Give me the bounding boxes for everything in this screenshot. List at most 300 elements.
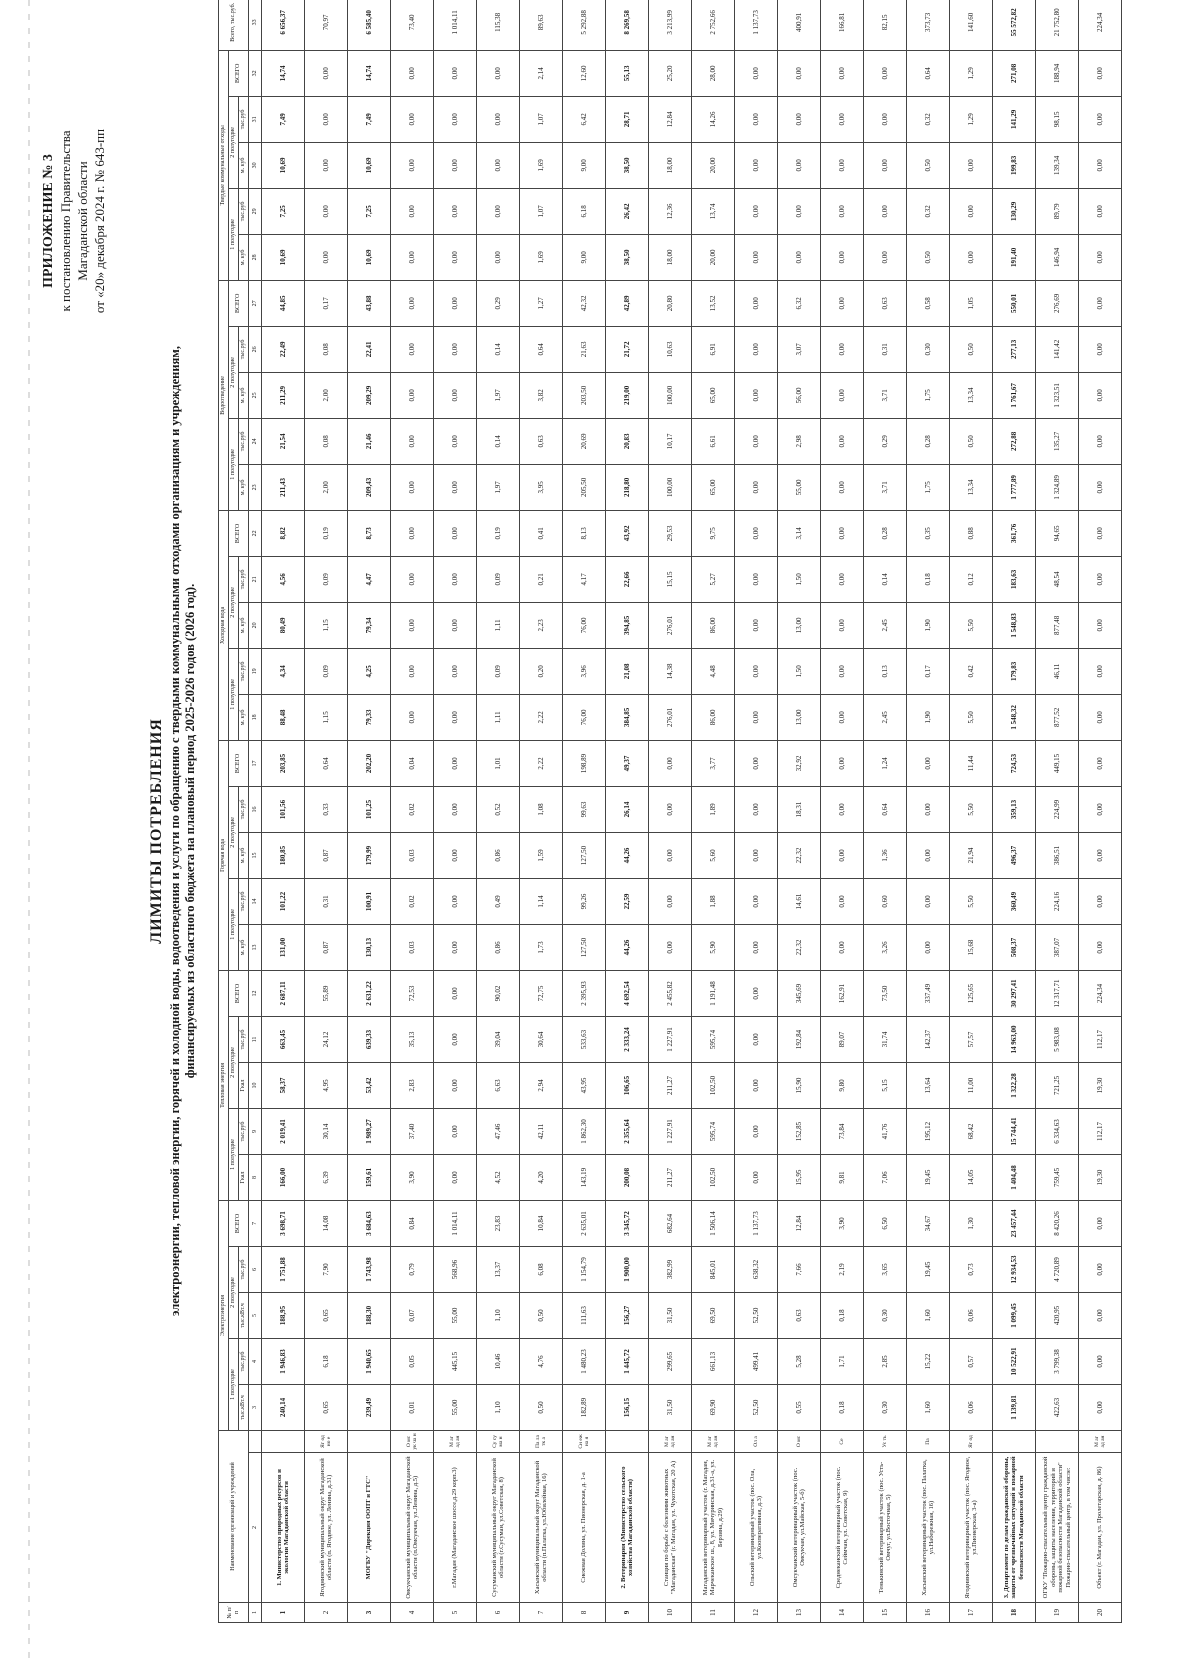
value-cell: 345,69 (778, 970, 821, 1016)
value-cell: 0,20 (520, 648, 563, 694)
value-cell: 100,00 (649, 464, 692, 510)
value-cell: 0,50 (907, 142, 950, 188)
value-cell: 143,19 (563, 1154, 606, 1200)
value-cell: 0,00 (735, 142, 778, 188)
value-cell: 0,65 (305, 1384, 348, 1430)
value-cell: 359,13 (993, 786, 1036, 832)
group-header: Горячая вода (219, 740, 229, 970)
value-cell: 5,15 (864, 1062, 907, 1108)
value-cell: 5,50 (950, 786, 993, 832)
value-cell: 0,00 (907, 878, 950, 924)
value-cell: 0,63 (864, 280, 907, 326)
value-cell: 0,00 (1079, 1200, 1122, 1246)
value-cell: 0,00 (907, 924, 950, 970)
value-cell: 20,00 (692, 234, 735, 280)
value-cell: 639,33 (348, 1016, 391, 1062)
value-cell: 3 345,72 (606, 1200, 649, 1246)
value-cell: 10,69 (262, 234, 305, 280)
unit-header: тыс.руб (239, 1016, 249, 1062)
value-cell: 0,09 (477, 648, 520, 694)
value-cell: 0,00 (821, 648, 864, 694)
table-row (993, 0, 1036, 1623)
value-cell: 0,00 (735, 96, 778, 142)
value-cell: 12,60 (563, 50, 606, 96)
value-cell: 15,68 (950, 924, 993, 970)
value-cell: 21,63 (563, 326, 606, 372)
value-cell: 9,00 (563, 142, 606, 188)
organization-name: Ягоднинский ветеринарный участок (пос. Ягодное, ул.Пионерская, 3-а) (950, 1453, 993, 1603)
value-cell: 65,00 (692, 464, 735, 510)
value-cell: 1 154,79 (563, 1246, 606, 1292)
value-cell: 19,30 (1079, 1154, 1122, 1200)
value-cell: 6 334,63 (1036, 1108, 1079, 1154)
value-cell: 0,73 (950, 1246, 993, 1292)
value-cell: 13,00 (778, 602, 821, 648)
value-cell: 141,29 (993, 96, 1036, 142)
value-cell: 2 631,22 (348, 970, 391, 1016)
value-cell: 15,90 (778, 1062, 821, 1108)
value-cell: 0,30 (864, 1384, 907, 1430)
column-number: 12 (249, 970, 262, 1016)
value-cell: 0,00 (434, 1062, 477, 1108)
value-cell: 1,90 (907, 694, 950, 740)
value-cell: 7,06 (864, 1154, 907, 1200)
column-number: 31 (249, 96, 262, 142)
value-cell: 28,71 (606, 96, 649, 142)
value-cell: 0,05 (391, 1338, 434, 1384)
value-cell: 6,08 (520, 1246, 563, 1292)
value-cell: 115,38 (477, 0, 520, 50)
value-cell: 2,22 (520, 740, 563, 786)
value-cell: 14,74 (262, 50, 305, 96)
unit-header: м. куб (239, 142, 249, 188)
value-cell: 0,00 (907, 740, 950, 786)
value-cell: 12 317,71 (1036, 970, 1079, 1016)
value-cell: 496,37 (993, 832, 1036, 878)
value-cell: 386,51 (1036, 832, 1079, 878)
value-cell: 70,97 (305, 0, 348, 50)
value-cell: 30,14 (305, 1108, 348, 1154)
value-cell: 73,50 (864, 970, 907, 1016)
value-cell: 5,50 (950, 602, 993, 648)
value-cell: 1 404,48 (993, 1154, 1036, 1200)
value-cell: 26,14 (606, 786, 649, 832)
value-cell: 1,50 (778, 648, 821, 694)
organization-name: Хасынский муниципальный округ Магаданской области (п.Палатка, ул.Юбилейная, 16) (520, 1453, 563, 1603)
value-cell: 0,09 (477, 556, 520, 602)
column-number: 18 (249, 694, 262, 740)
column-number: 21 (249, 556, 262, 602)
value-cell: 24,12 (305, 1016, 348, 1062)
value-cell: 1,60 (907, 1384, 950, 1430)
value-cell: 31,74 (864, 1016, 907, 1062)
value-cell: 42,32 (563, 280, 606, 326)
value-cell: 373,73 (907, 0, 950, 50)
value-cell: 5,50 (950, 878, 993, 924)
organization-name: Объект (г. Магадан, ул. Пролетарская, д. 86) (1079, 1453, 1122, 1603)
organization-name: 3. Департамент по делам гражданской обороны, защиты от чрезвычайных ситуаций и пожарной безопасности Магаданской области (993, 1453, 1036, 1603)
value-cell: 12 934,53 (993, 1246, 1036, 1292)
value-cell: 0,00 (864, 96, 907, 142)
value-cell: 1 506,14 (692, 1200, 735, 1246)
location-abbrev (606, 1430, 649, 1452)
document-title: ЛИМИТЫ ПОТРЕБЛЕНИЯ (148, 718, 165, 944)
value-cell: 272,88 (993, 418, 1036, 464)
value-cell: 0,00 (305, 188, 348, 234)
period-header-total: ВСЕГО (229, 970, 249, 1016)
value-cell: 0,00 (821, 924, 864, 970)
value-cell: 44,26 (606, 924, 649, 970)
value-cell: 361,76 (993, 510, 1036, 556)
value-cell: 0,00 (735, 648, 778, 694)
value-cell: 299,65 (649, 1338, 692, 1384)
value-cell: 6,61 (692, 418, 735, 464)
value-cell: 14,38 (649, 648, 692, 694)
value-cell: 1 777,89 (993, 464, 1036, 510)
value-cell: 0,00 (305, 142, 348, 188)
value-cell: 0,00 (434, 786, 477, 832)
value-cell: 53,42 (348, 1062, 391, 1108)
value-cell: 18,31 (778, 786, 821, 832)
value-cell: 65,00 (692, 372, 735, 418)
value-cell: 3,14 (778, 510, 821, 556)
document-subtitle-1: электроэнергии, тепловой энергии, горячей и холодной воды, водоотведения и услуги по обращению с твердыми коммунальными отходами организациям и учреждениям, (168, 346, 182, 1316)
value-cell: 3,07 (778, 326, 821, 372)
row-number: 8 (563, 1603, 606, 1623)
column-number: 27 (249, 280, 262, 326)
value-cell: 1,07 (520, 96, 563, 142)
period-header-total: ВСЕГО (229, 1200, 249, 1246)
value-cell: 0,00 (391, 556, 434, 602)
value-cell: 22,66 (606, 556, 649, 602)
value-cell: 0,42 (950, 648, 993, 694)
organization-name: Омсукчанский ветеринарный участок (пос. Омсукчан, ул.Майская, 5-б) (778, 1453, 821, 1603)
value-cell: 0,00 (1079, 1384, 1122, 1430)
location-abbrev: Яг од (950, 1430, 993, 1452)
value-cell: 2 355,64 (606, 1108, 649, 1154)
value-cell: 183,63 (993, 556, 1036, 602)
column-number: 30 (249, 142, 262, 188)
value-cell: 89,07 (821, 1016, 864, 1062)
table-row (692, 0, 735, 1623)
row-number: 6 (477, 1603, 520, 1623)
organization-name: Ольский ветеринарный участок (пос. Ола, ул.Кооперативная, д.3) (735, 1453, 778, 1603)
value-cell: 72,53 (391, 970, 434, 1016)
value-cell: 276,01 (649, 694, 692, 740)
value-cell: 0,00 (477, 96, 520, 142)
header-row-units (239, 0, 249, 1623)
value-cell: 106,65 (606, 1062, 649, 1108)
row-number: 14 (821, 1603, 864, 1623)
value-cell: 13,00 (778, 694, 821, 740)
column-number: 33 (249, 0, 262, 50)
value-cell: 39,04 (477, 1016, 520, 1062)
col-header-name: Наименование организаций и учреждений (219, 1430, 249, 1602)
value-cell: 7,49 (348, 96, 391, 142)
value-cell: 203,85 (262, 740, 305, 786)
value-cell: 721,25 (1036, 1062, 1079, 1108)
value-cell: 52,50 (735, 1384, 778, 1430)
row-number: 4 (391, 1603, 434, 1623)
value-cell: 1,11 (477, 602, 520, 648)
location-abbrev (348, 1430, 391, 1452)
value-cell: 6,42 (563, 96, 606, 142)
value-cell: 224,34 (1079, 0, 1122, 50)
value-cell: 49,37 (606, 740, 649, 786)
value-cell: 0,64 (907, 50, 950, 96)
value-cell: 4,17 (563, 556, 606, 602)
value-cell: 0,65 (305, 1292, 348, 1338)
value-cell: 191,40 (993, 234, 1036, 280)
value-cell: 0,60 (864, 878, 907, 924)
value-cell: 449,15 (1036, 740, 1079, 786)
value-cell: 1,10 (477, 1292, 520, 1338)
value-cell: 12,36 (649, 188, 692, 234)
location-abbrev: М аг ад ан (649, 1430, 692, 1452)
value-cell: 0,00 (434, 510, 477, 556)
value-cell: 18,00 (649, 234, 692, 280)
value-cell: 0,00 (391, 372, 434, 418)
value-cell: 3,90 (821, 1200, 864, 1246)
value-cell: 4,95 (305, 1062, 348, 1108)
value-cell: 13,37 (477, 1246, 520, 1292)
period-header-total: ВСЕГО (229, 280, 249, 326)
unit-header: тыс.руб (239, 326, 249, 372)
location-abbrev (993, 1430, 1036, 1452)
value-cell: 9,75 (692, 510, 735, 556)
value-cell: 1,88 (692, 878, 735, 924)
value-cell: 0,00 (434, 96, 477, 142)
value-cell: 0,00 (821, 694, 864, 740)
value-cell: 0,00 (735, 234, 778, 280)
column-number: 32 (249, 50, 262, 96)
value-cell: 0,00 (391, 694, 434, 740)
value-cell: 0,84 (391, 1200, 434, 1246)
period-header-h1: 1 полугодие (229, 878, 239, 970)
value-cell: 0,00 (821, 556, 864, 602)
group-header: Водоотведение (219, 280, 229, 510)
value-cell: 0,02 (391, 878, 434, 924)
value-cell: 6,18 (563, 188, 606, 234)
value-cell: 180,85 (262, 832, 305, 878)
value-cell: 1,30 (950, 1200, 993, 1246)
value-cell: 3,71 (864, 464, 907, 510)
value-cell: 0,50 (907, 234, 950, 280)
value-cell: 0,00 (950, 142, 993, 188)
value-cell: 0,00 (1079, 556, 1122, 602)
value-cell: 1 480,23 (563, 1338, 606, 1384)
value-cell: 55,00 (434, 1384, 477, 1430)
value-cell: 0,00 (305, 234, 348, 280)
value-cell: 182,89 (563, 1384, 606, 1430)
value-cell: 69,50 (692, 1292, 735, 1338)
value-cell: 156,27 (606, 1292, 649, 1338)
value-cell: 1,73 (520, 924, 563, 970)
value-cell: 101,22 (262, 878, 305, 924)
value-cell: 55,00 (778, 464, 821, 510)
column-number: 9 (249, 1108, 262, 1154)
value-cell: 42,11 (520, 1108, 563, 1154)
value-cell: 0,00 (735, 970, 778, 1016)
limits-table-wrap (218, 2, 1174, 1623)
value-cell: 1,27 (520, 280, 563, 326)
value-cell: 56,00 (778, 372, 821, 418)
value-cell: 1,69 (520, 234, 563, 280)
value-cell: 8,13 (563, 510, 606, 556)
value-cell: 0,00 (434, 372, 477, 418)
value-cell: 277,13 (993, 326, 1036, 372)
location-abbrev: Па (907, 1430, 950, 1452)
value-cell: 6,32 (778, 280, 821, 326)
value-cell: 0,00 (735, 510, 778, 556)
value-cell: 20,00 (692, 142, 735, 188)
value-cell: 0,28 (907, 418, 950, 464)
value-cell: 188,30 (348, 1292, 391, 1338)
appendix-line-1: к постановлению Правительства (58, 130, 73, 312)
value-cell: 663,45 (262, 1016, 305, 1062)
value-cell: 48,54 (1036, 556, 1079, 602)
value-cell: 4,34 (262, 648, 305, 694)
value-cell: 0,00 (735, 372, 778, 418)
value-cell: 102,50 (692, 1154, 735, 1200)
value-cell: 7,66 (778, 1246, 821, 1292)
column-number: 1 (249, 1603, 262, 1623)
value-cell: 112,17 (1079, 1016, 1122, 1062)
value-cell: 0,00 (649, 878, 692, 924)
value-cell: 0,55 (778, 1384, 821, 1430)
value-cell: 0,00 (434, 1108, 477, 1154)
value-cell: 135,27 (1036, 418, 1079, 464)
value-cell: 5,60 (692, 832, 735, 878)
column-number: 3 (249, 1384, 262, 1430)
value-cell: 595,74 (692, 1108, 735, 1154)
table-row (1079, 0, 1122, 1623)
value-cell: 0,00 (735, 464, 778, 510)
column-number: 25 (249, 372, 262, 418)
value-cell: 0,18 (907, 556, 950, 602)
value-cell: 2,14 (520, 50, 563, 96)
value-cell: 0,00 (434, 648, 477, 694)
value-cell: 11,44 (950, 740, 993, 786)
value-cell: 9,80 (821, 1062, 864, 1108)
location-abbrev: М аг ад ан (692, 1430, 735, 1452)
value-cell: 1,75 (907, 372, 950, 418)
unit-header: тыс.руб (239, 1246, 249, 1292)
value-cell: 211,43 (262, 464, 305, 510)
unit-header: тыс.руб (239, 878, 249, 924)
value-cell: 3,77 (692, 740, 735, 786)
value-cell: 1 743,98 (348, 1246, 391, 1292)
value-cell: 0,87 (305, 832, 348, 878)
value-cell: 0,00 (391, 142, 434, 188)
value-cell: 1 323,51 (1036, 372, 1079, 418)
value-cell: 0,00 (649, 786, 692, 832)
value-cell: 224,99 (1036, 786, 1079, 832)
value-cell: 86,00 (692, 602, 735, 648)
value-cell: 0,00 (735, 280, 778, 326)
value-cell: 15,22 (907, 1338, 950, 1384)
value-cell: 508,37 (993, 924, 1036, 970)
value-cell: 0,17 (305, 280, 348, 326)
column-number: 26 (249, 326, 262, 372)
value-cell: 86,00 (692, 694, 735, 740)
value-cell: 0,00 (391, 188, 434, 234)
value-cell: 21,46 (348, 418, 391, 464)
value-cell: 47,46 (477, 1108, 520, 1154)
value-cell: 0,00 (864, 234, 907, 280)
value-cell: 13,74 (692, 188, 735, 234)
value-cell: 25,20 (649, 50, 692, 96)
value-cell: 550,01 (993, 280, 1036, 326)
value-cell: 23 457,44 (993, 1200, 1036, 1246)
value-cell: 94,65 (1036, 510, 1079, 556)
value-cell: 276,69 (1036, 280, 1079, 326)
value-cell: 20,69 (563, 418, 606, 464)
value-cell: 10,69 (348, 142, 391, 188)
value-cell: 1 548,32 (993, 694, 1036, 740)
value-cell: 146,94 (1036, 234, 1079, 280)
row-number: 20 (1079, 1603, 1122, 1623)
row-number: 18 (993, 1603, 1036, 1623)
value-cell: 0,50 (520, 1384, 563, 1430)
value-cell: 0,86 (477, 832, 520, 878)
value-cell: 127,50 (563, 924, 606, 970)
value-cell: 125,65 (950, 970, 993, 1016)
unit-header: тыс.руб (239, 1108, 249, 1154)
organization-name: Сусуманский муниципальный округ Магаданской области (г.Сусуман, ул.Советская, 8) (477, 1453, 520, 1603)
value-cell: 19,45 (907, 1246, 950, 1292)
value-cell: 422,63 (1036, 1384, 1079, 1430)
value-cell: 0,00 (434, 832, 477, 878)
value-cell: 0,00 (821, 326, 864, 372)
value-cell: 37,40 (391, 1108, 434, 1154)
value-cell: 0,00 (434, 878, 477, 924)
value-cell: 13,64 (907, 1062, 950, 1108)
unit-header: м. куб (239, 832, 249, 878)
value-cell: 1,97 (477, 464, 520, 510)
value-cell: 14,74 (348, 50, 391, 96)
value-cell: 1,69 (520, 142, 563, 188)
value-cell: 1,05 (950, 280, 993, 326)
value-cell: 130,29 (993, 188, 1036, 234)
period-header-h1: 1 полугодие (229, 1108, 239, 1200)
value-cell: 19,30 (1079, 1062, 1122, 1108)
value-cell: 15,95 (778, 1154, 821, 1200)
value-cell: 0,04 (391, 740, 434, 786)
value-cell: 7,25 (262, 188, 305, 234)
value-cell: 1,15 (305, 694, 348, 740)
value-cell: 46,11 (1036, 648, 1079, 694)
value-cell: 0,00 (778, 50, 821, 96)
value-cell: 11,00 (950, 1062, 993, 1108)
value-cell: 57,57 (950, 1016, 993, 1062)
value-cell: 0,00 (735, 602, 778, 648)
value-cell: 43,92 (606, 510, 649, 556)
header-row-groups (219, 0, 229, 1623)
value-cell: 188,94 (1036, 50, 1079, 96)
value-cell: 41,76 (864, 1108, 907, 1154)
value-cell: 6 585,40 (348, 0, 391, 50)
value-cell: 21 752,80 (1036, 0, 1079, 50)
unit-header: Гкал (239, 1154, 249, 1200)
value-cell: 141,42 (1036, 326, 1079, 372)
row-number: 17 (950, 1603, 993, 1623)
value-cell: 1 989,27 (348, 1108, 391, 1154)
value-cell: 724,53 (993, 740, 1036, 786)
column-number: 2 (249, 1453, 262, 1603)
value-cell: 0,00 (477, 188, 520, 234)
value-cell: 21,54 (262, 418, 305, 464)
